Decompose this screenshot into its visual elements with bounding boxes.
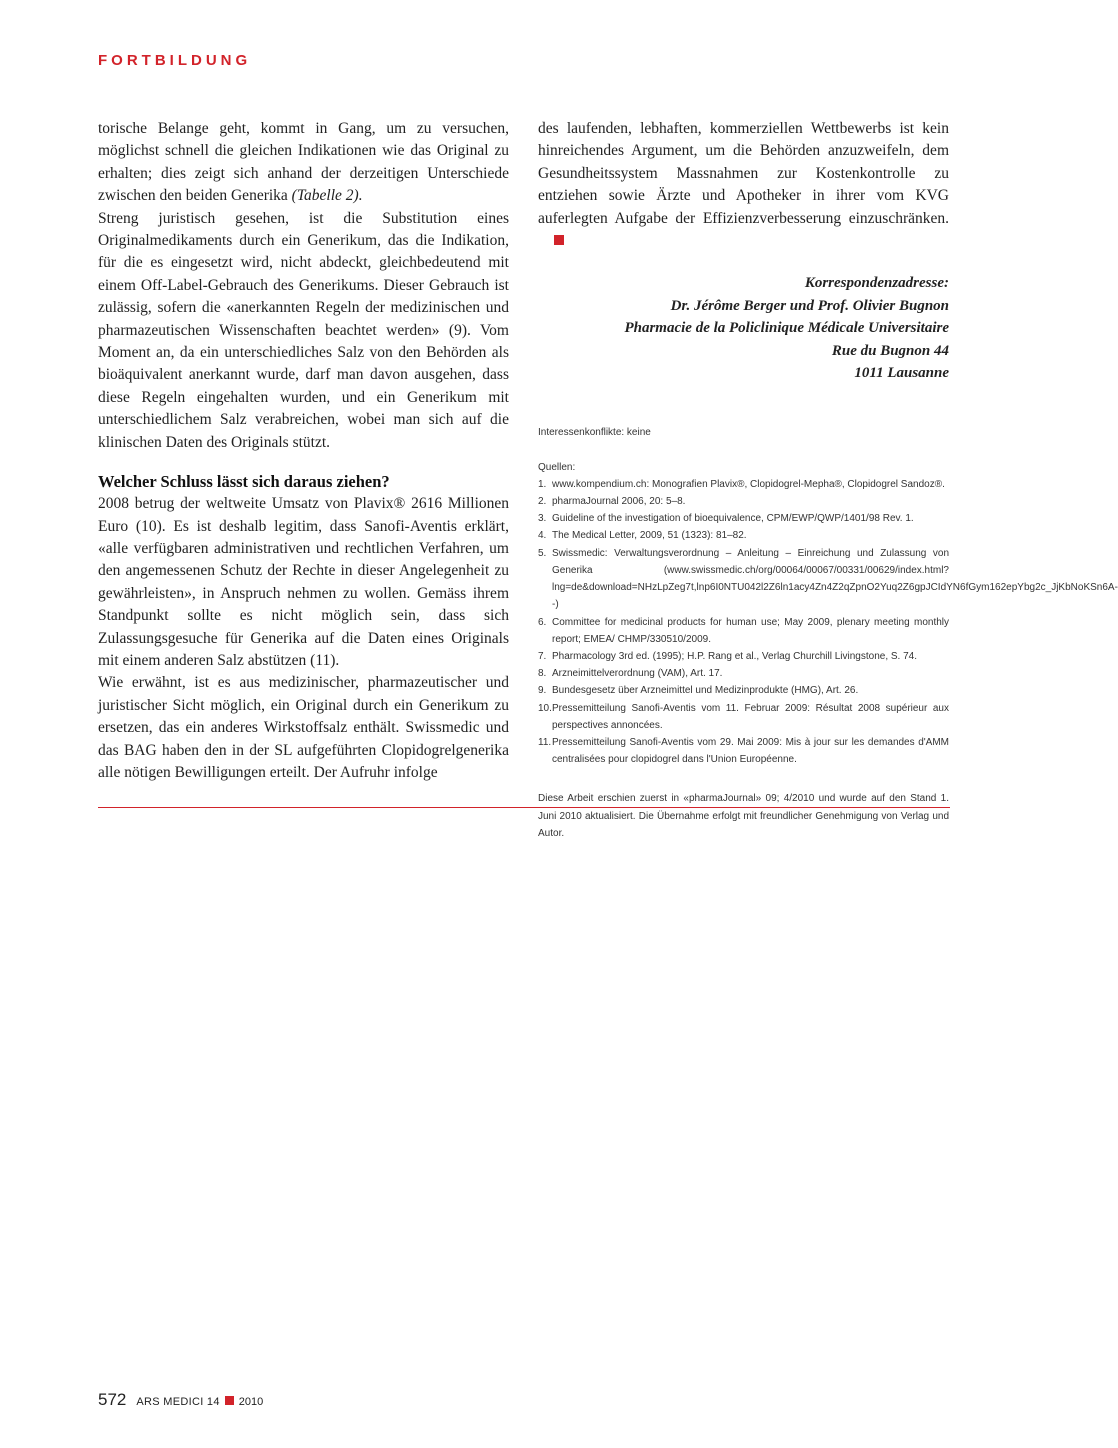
reference-text: The Medical Letter, 2009, 51 (1323): 81–82. bbox=[552, 530, 747, 542]
paragraph: Streng juristisch gesehen, ist die Substitution eines Originalmedikaments durch ein Generikum, das die Indikation, für die es eingesetzt wird, nicht abdeckt, gleichbedeutend mit einem Off-Label-Gebrauch des Generikums. Dieser Gebrauch ist zulässig, sofern die «anerkannten Regeln der medizinischen und pharmazeutischen Wissenschaften beachtet werden» (9). Vom Moment an, da ein unterschiedliches Salz von den Behörden als bioäquivalent anerkannt wurde, darf man davon ausgehen, dass diese Regeln eingehalten wurden, und ein Generikum mit unterschiedlichem Salz verabreichen, wobei man sich auf die klinischen Daten des Originals stützt. bbox=[98, 209, 509, 451]
reference-text: Pharmacology 3rd ed. (1995); H.P. Rang et al., Verlag Churchill Livingstone, S. 74. bbox=[552, 650, 918, 662]
correspondence-city: 1011 Lausanne bbox=[854, 365, 949, 382]
right-column bbox=[538, 118, 1118, 842]
reference-number: 10. bbox=[538, 702, 552, 714]
reference-number: 4. bbox=[538, 530, 547, 542]
reference-item bbox=[538, 665, 949, 682]
divider-rule bbox=[98, 807, 950, 808]
reference-item bbox=[538, 510, 949, 527]
journal-name: ARS MEDICI 14 bbox=[136, 1396, 220, 1408]
journal-year: 2010 bbox=[238, 1396, 264, 1408]
reference-number: 8. bbox=[538, 668, 547, 680]
reference-text: www.kompendium.ch: Monografien Plavix®, Clopidogrel-Mepha®, Clopidogrel Sandoz®. bbox=[552, 478, 945, 490]
table-reference: (Tabelle 2). bbox=[291, 187, 363, 205]
conflicts-of-interest: Interessenkonflikte: keine bbox=[538, 427, 651, 439]
paragraph bbox=[98, 118, 509, 208]
reference-text: Swissmedic: Verwaltungsverordnung – Anleitung – Einreichung und Zulassung von Generika (www.swissmedic.ch/org/00064/00067/00331/00629/index.html?lng=de&download=NHzLpZeg7t,lnp6I0NTU042l2Z6ln1acy4Zn4Z2qZpnO2Yuq2Z6gpJCIdYN6fGym162epYbg2c_JjKbNoKSn6A--) bbox=[552, 547, 1118, 611]
reference-item bbox=[538, 700, 949, 734]
paragraph: 2008 betrug der weltweite Umsatz von Plavix® 2616 Millionen Euro (10). Es ist deshalb legitim, dass Sanofi-Aventis erklärt, «alle verfügbaren administrativen und rechtlichen Verfahren, um den angemessenen Schutz der Rechte in dieser Angelegenheit zu gewährleisten», in Anspruch nehmen zu wollen. Gemäss ihrem Standpunkt sollte es nicht möglich sein, dass sich Zulassungsgesuche für Generika auf die Daten eines Originals mit einem anderen Salz abstützen (11). bbox=[98, 495, 509, 669]
page-number: 572 bbox=[98, 1390, 127, 1409]
reference-item bbox=[538, 682, 949, 699]
reference-number: 2. bbox=[538, 496, 547, 508]
reference-text: Arzneimittelverordnung (VAM), Art. 17. bbox=[552, 668, 723, 680]
reference-number: 3. bbox=[538, 513, 547, 525]
reference-text: Guideline of the investigation of bioequivalence, CPM/EWP/QWP/1401/98 Rev. 1. bbox=[552, 513, 914, 525]
reference-item bbox=[538, 476, 949, 493]
reference-item bbox=[538, 648, 949, 665]
paragraph-text: torische Belange geht, kommt in Gang, um zu versuchen, möglichst schnell die gleichen Indikationen wie das Original zu erhalten; dies zeigt sich anhand der derzeitigen Unterschiede zwischen den beiden Generika bbox=[98, 120, 509, 205]
reference-number: 1. bbox=[538, 478, 547, 490]
reference-number: 9. bbox=[538, 685, 547, 697]
reference-number: 7. bbox=[538, 650, 547, 662]
paragraph-text: des laufenden, lebhaften, kommerziellen Wettbewerbs ist kein hinreichendes Argument, um die Behörden anzuzweifeln, dem Gesundheitssystem Massnahmen zur Kostenkontrolle zu entziehen sowie Ärzte und Apotheker in ihrer vom KVG auferlegten Aufgabe der Effizienzverbesserung einzuschränken. bbox=[538, 120, 949, 227]
reference-list bbox=[538, 476, 1118, 768]
left-column bbox=[98, 118, 509, 784]
subheading: Welcher Schluss lässt sich daraus ziehen? bbox=[98, 472, 390, 492]
section-label: FORTBILDUNG bbox=[98, 52, 252, 69]
reference-number: 11. bbox=[538, 736, 552, 748]
correspondence-address bbox=[538, 272, 949, 384]
end-of-article-mark bbox=[554, 235, 564, 245]
paragraph bbox=[538, 118, 949, 252]
correspondence-institution: Pharmacie de la Policlinique Médicale Universitaire bbox=[624, 320, 949, 337]
reference-text: Bundesgesetz über Arzneimittel und Medizinprodukte (HMG), Art. 26. bbox=[552, 685, 859, 697]
publication-note: Diese Arbeit erschien zuerst in «pharmaJournal» 09; 4/2010 und wurde auf den Stand 1. Juni 2010 aktualisiert. Die Übernahme erfolgt mit freundlicher Genehmigung von Verlag und Autor. bbox=[538, 793, 949, 839]
correspondence-name: Dr. Jérôme Berger und Prof. Olivier Bugnon bbox=[670, 297, 949, 314]
footer-square-mark bbox=[225, 1396, 234, 1405]
reference-item bbox=[538, 493, 949, 510]
reference-item bbox=[538, 545, 1118, 614]
correspondence-street: Rue du Bugnon 44 bbox=[831, 342, 949, 359]
reference-item bbox=[538, 527, 949, 544]
reference-text: Pressemitteilung Sanofi-Aventis vom 29. Mai 2009: Mis à jour sur les demandes d'AMM centralisées pour clopidogrel dans l'Union Européenne. bbox=[552, 736, 949, 766]
sources-title: Quellen: bbox=[538, 461, 576, 473]
correspondence-label: Korrespondenzadresse: bbox=[804, 275, 949, 292]
reference-number: 6. bbox=[538, 616, 547, 628]
reference-text: Committee for medicinal products for human use; May 2009, plenary meeting monthly report; EMEA/ CHMP/330510/2009. bbox=[552, 616, 949, 645]
reference-item bbox=[538, 734, 949, 768]
reference-item bbox=[538, 614, 949, 648]
reference-text: Pressemitteilung Sanofi-Aventis vom 11. Februar 2009: Résultat 2008 supérieur aux perspectives annoncées. bbox=[552, 702, 949, 731]
page-footer bbox=[98, 1390, 263, 1410]
reference-text: pharmaJournal 2006, 20: 5–8. bbox=[552, 496, 686, 508]
reference-number: 5. bbox=[538, 547, 547, 559]
paragraph: Wie erwähnt, ist es aus medizinischer, pharmazeutischer und juristischer Sicht möglich, ein Original durch ein Generikum zu ersetzen, das ein anderes Wirkstoffsalz enthält. Swissmedic und das BAG haben den in der SL aufgeführten Clopidogrelgenerika alle nötigen Bewilligungen erteilt. Der Aufruhr infolge bbox=[98, 674, 509, 781]
